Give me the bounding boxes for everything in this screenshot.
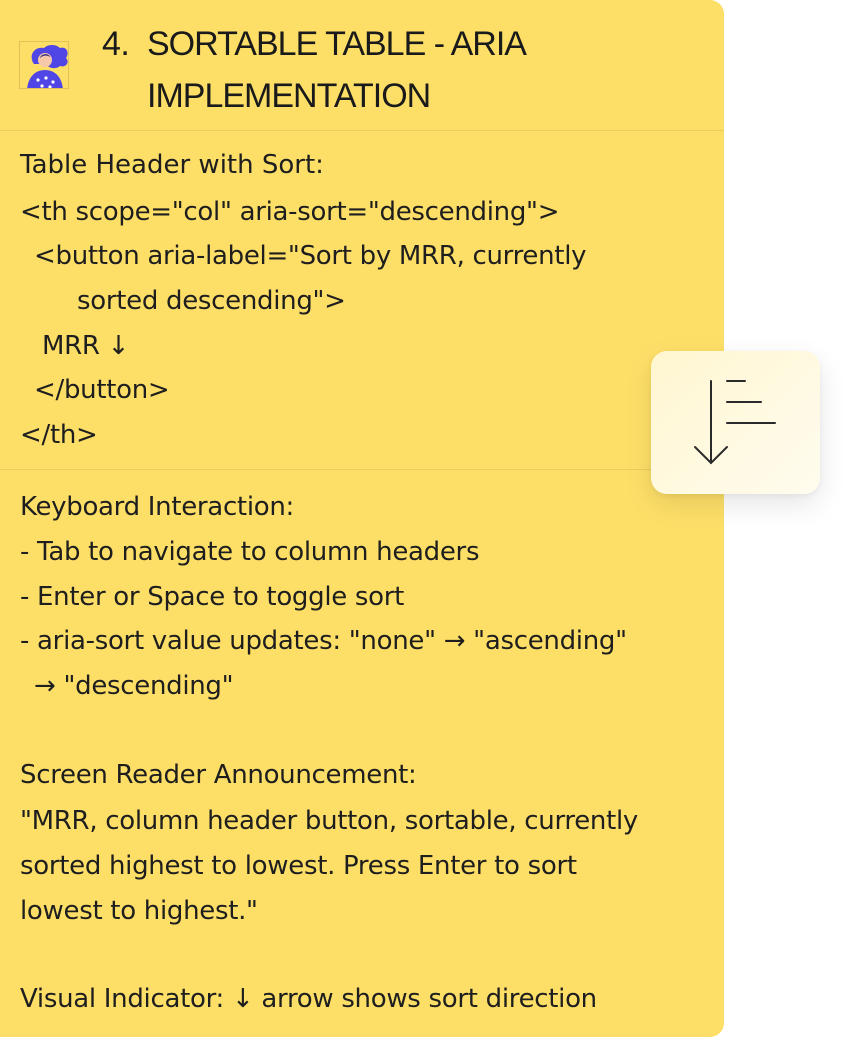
keyboard-item: - Tab to navigate to column headers: [20, 537, 480, 567]
slide-title-line-2: IMPLEMENTATION: [147, 77, 431, 115]
slide-header: [0, 0, 724, 131]
code-line: MRR ↓: [42, 331, 130, 361]
code-line: <th scope="col" aria-sort="descending">: [20, 197, 560, 227]
sort-descending-icon: [651, 351, 820, 494]
screen-reader-line: sorted highest to lowest. Press Enter to sort: [20, 851, 577, 881]
sort-tile: [651, 351, 820, 494]
code-section: [0, 131, 724, 470]
details-section: [0, 470, 724, 1037]
slide-number: 4.: [102, 25, 130, 63]
keyboard-item: - aria-sort value updates: "none" → "ascending": [20, 626, 627, 656]
slide-title: [147, 18, 707, 122]
visual-indicator-text: Visual Indicator: ↓ arrow shows sort direction: [20, 984, 597, 1014]
code-line: </button>: [34, 375, 170, 405]
screen-reader-label: Screen Reader Announcement:: [20, 760, 417, 790]
keyboard-item: - Enter or Space to toggle sort: [20, 582, 405, 612]
code-section-label: Table Header with Sort:: [20, 150, 324, 180]
keyboard-item: → "descending": [34, 671, 234, 701]
screen-reader-line: "MRR, column header button, sortable, currently: [20, 806, 639, 836]
keyboard-label: Keyboard Interaction:: [20, 492, 295, 522]
code-line: <button aria-label="Sort by MRR, currently: [34, 241, 587, 271]
slide-title-line-1: SORTABLE TABLE - ARIA: [147, 25, 526, 63]
screen-reader-line: lowest to highest.": [20, 896, 258, 926]
code-line: </th>: [20, 420, 98, 450]
person-avatar-icon: [19, 41, 69, 89]
code-line: sorted descending">: [77, 286, 346, 316]
